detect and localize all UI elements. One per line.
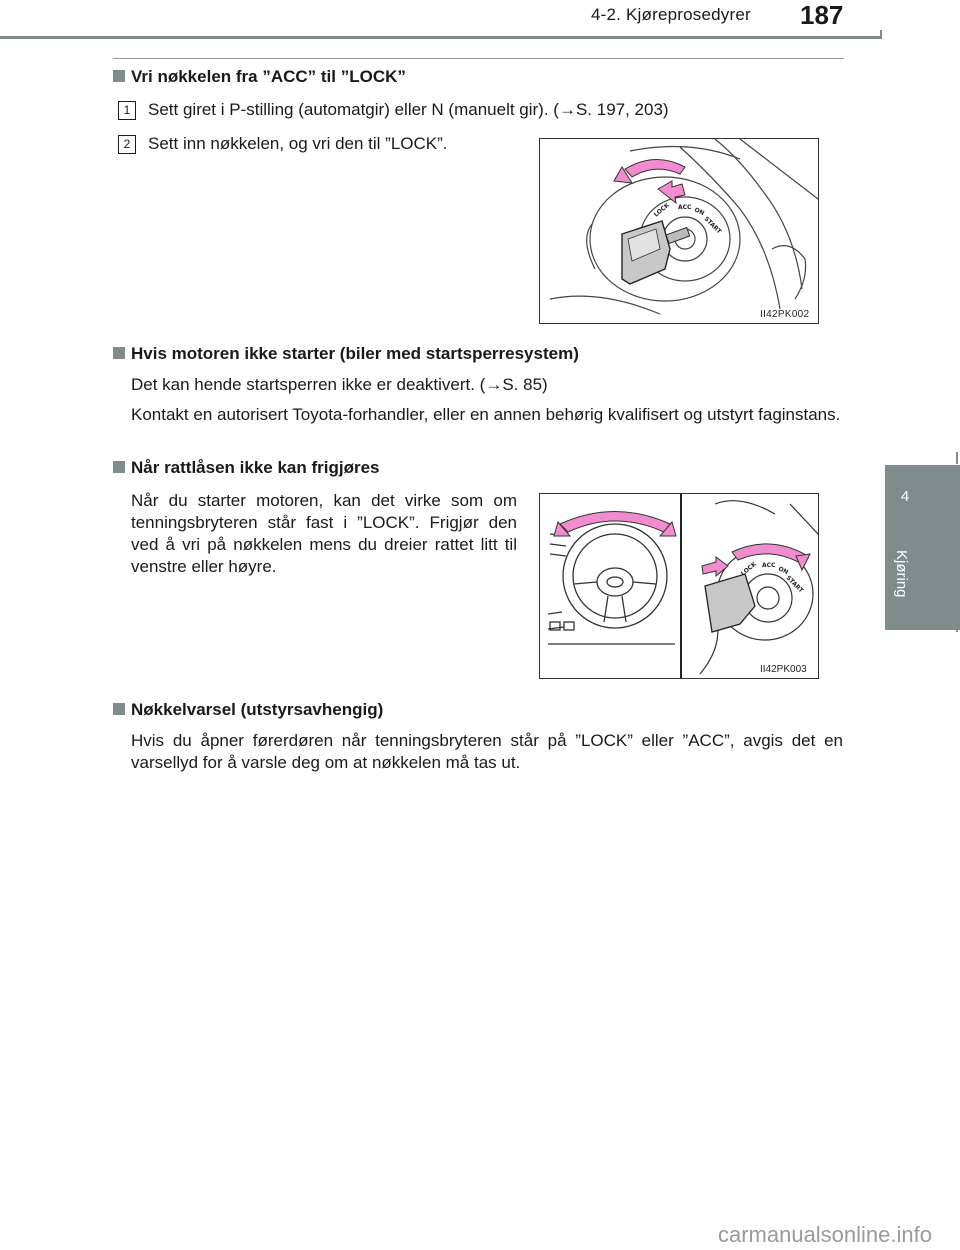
ignition-label-acc: ACC bbox=[678, 204, 692, 211]
step-text-2: Sett inn nøkkelen, og vri den til ”LOCK”. bbox=[148, 134, 448, 153]
header-tick bbox=[880, 30, 882, 39]
key-icon-2 bbox=[705, 574, 755, 632]
step-number-1: 1 bbox=[118, 101, 136, 120]
chapter-number: 4 bbox=[900, 488, 910, 505]
motor-paragraph-2: Kontakt en autorisert Toyota-forhandler, eller en annen behørig kvalifisert og utstyrt faginstans. bbox=[131, 405, 841, 424]
heading-bullet bbox=[113, 347, 125, 359]
steering-wheel-icon bbox=[548, 524, 675, 644]
ignition-label-lock-2: LOCK bbox=[739, 560, 758, 578]
section-title: 4-2. Kjøreprosedyrer bbox=[591, 5, 751, 24]
ignition-label-acc-2: ACC bbox=[762, 562, 776, 569]
watermark: carmanualsonline.info bbox=[717, 1222, 932, 1247]
heading-motor: Hvis motoren ikke starter (biler med startsperresystem) bbox=[113, 344, 579, 364]
content-top-rule bbox=[113, 58, 844, 59]
rotate-arrow-icon bbox=[614, 159, 685, 183]
chapter-label: Kjøring bbox=[893, 550, 910, 598]
ignition-label-lock: LOCK bbox=[652, 201, 671, 219]
key-icon bbox=[622, 221, 690, 284]
ignition-label-start: START bbox=[702, 215, 723, 236]
figure-code-1: II42PK002 bbox=[760, 309, 810, 320]
step-text-1: Sett giret i P-stilling (automatgir) eller N (manuelt gir). (→S. 197, 203) bbox=[148, 100, 669, 119]
ignition-label-on-2: ON bbox=[777, 565, 790, 577]
header-rule bbox=[0, 36, 880, 39]
ignition-illustration bbox=[540, 139, 818, 323]
heading-bullet bbox=[113, 461, 125, 473]
heading-bullet bbox=[113, 703, 125, 715]
heading-bullet bbox=[113, 70, 125, 82]
rattlas-paragraph: Når du starter motoren, kan det virke som om tenningsbryteren står fast i ”LOCK”. Frigjør den ved å vri på nøkkelen mens du dreier rattet litt til venstre eller høyre. bbox=[131, 491, 517, 576]
edge-tick bbox=[956, 620, 958, 632]
figure-ignition-lock bbox=[539, 138, 819, 324]
steering-illustration bbox=[540, 494, 818, 678]
figure-code-2: II42PK003 bbox=[760, 664, 807, 675]
rotate-arrow-icon-2 bbox=[732, 544, 808, 564]
step-number-2: 2 bbox=[118, 135, 136, 154]
turn-wheel-arrow-icon bbox=[560, 512, 670, 533]
varsel-paragraph: Hvis du åpner førerdøren når tenningsbryteren står på ”LOCK” eller ”ACC”, avgis det en varsellyd for å varsle deg om at nøkkelen må tas ut. bbox=[131, 731, 843, 772]
heading-rattlas: Når rattlåsen ikke kan frigjøres bbox=[113, 458, 380, 478]
push-arrow-icon bbox=[658, 181, 685, 203]
page-number: 187 bbox=[800, 0, 844, 30]
figure-steering-lock bbox=[539, 493, 819, 679]
ignition-label-on: ON bbox=[693, 206, 706, 218]
push-arrow-icon-2 bbox=[702, 557, 728, 576]
edge-tick bbox=[956, 452, 958, 464]
heading-vri: Vri nøkkelen fra ”ACC” til ”LOCK” bbox=[113, 67, 406, 87]
ignition-label-start-2: START bbox=[784, 574, 805, 595]
heading-varsel: Nøkkelvarsel (utstyrsavhengig) bbox=[113, 700, 383, 720]
motor-paragraph-1: Det kan hende startsperren ikke er deaktivert. (→S. 85) bbox=[131, 375, 548, 394]
